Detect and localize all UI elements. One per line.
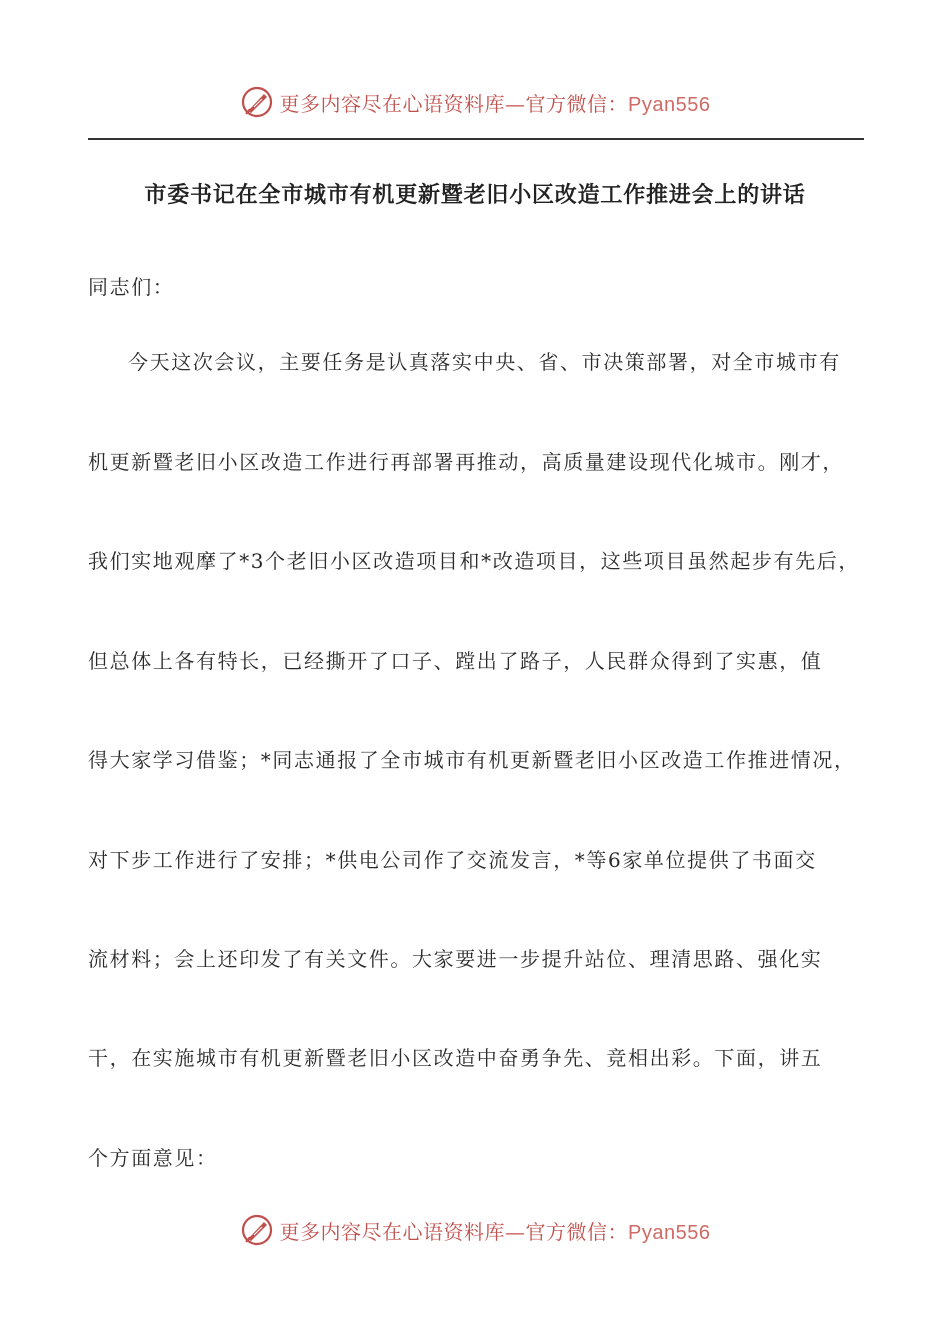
watermark-text — [280, 88, 711, 117]
quill-logo-icon — [240, 85, 274, 119]
body-line: 对下步工作进行了安排；*供电公司作了交流发言，*等6家单位提供了书面交 — [88, 848, 817, 872]
body-line: 个方面意见： — [88, 1146, 218, 1170]
body-line: 机更新暨老旧小区改造工作进行再部署再推动，高质量建设现代化城市。刚才， — [88, 450, 844, 474]
watermark-slogan: 更多内容尽在心语资料库—官方微信： — [279, 1219, 629, 1244]
body-line: 干，在实施城市有机更新暨老旧小区改造中奋勇争先、竞相出彩。下面，讲五 — [88, 1046, 823, 1070]
body-line: 我们实地观摩了*3个老旧小区改造项目和*改造项目，这些项目虽然起步有先后， — [88, 549, 860, 573]
header-divider — [88, 138, 864, 140]
quill-logo-icon — [240, 1213, 274, 1247]
watermark-text — [280, 1216, 711, 1245]
watermark-slogan: 更多内容尽在心语资料库—官方微信： — [279, 91, 629, 116]
header-watermark — [0, 82, 950, 122]
body-line: 得大家学习借鉴；*同志通报了全市城市有机更新暨老旧小区改造工作推进情况， — [88, 748, 856, 772]
watermark-wechat-id: Pyan556 — [628, 93, 711, 116]
body-line: 今天这次会议，主要任务是认真落实中央、省、市决策部署，对全市城市有 — [128, 350, 841, 374]
document-title: 市委书记在全市城市有机更新暨老旧小区改造工作推进会上的讲话 — [144, 183, 806, 208]
footer-watermark — [0, 1210, 950, 1250]
watermark-wechat-id: Pyan556 — [628, 1221, 711, 1244]
salutation: 同志们： — [88, 275, 175, 299]
body-line: 流材料；会上还印发了有关文件。大家要进一步提升站位、理清思路、强化实 — [88, 947, 823, 971]
body-line: 但总体上各有特长，已经撕开了口子、蹚出了路子，人民群众得到了实惠，值 — [88, 649, 823, 673]
